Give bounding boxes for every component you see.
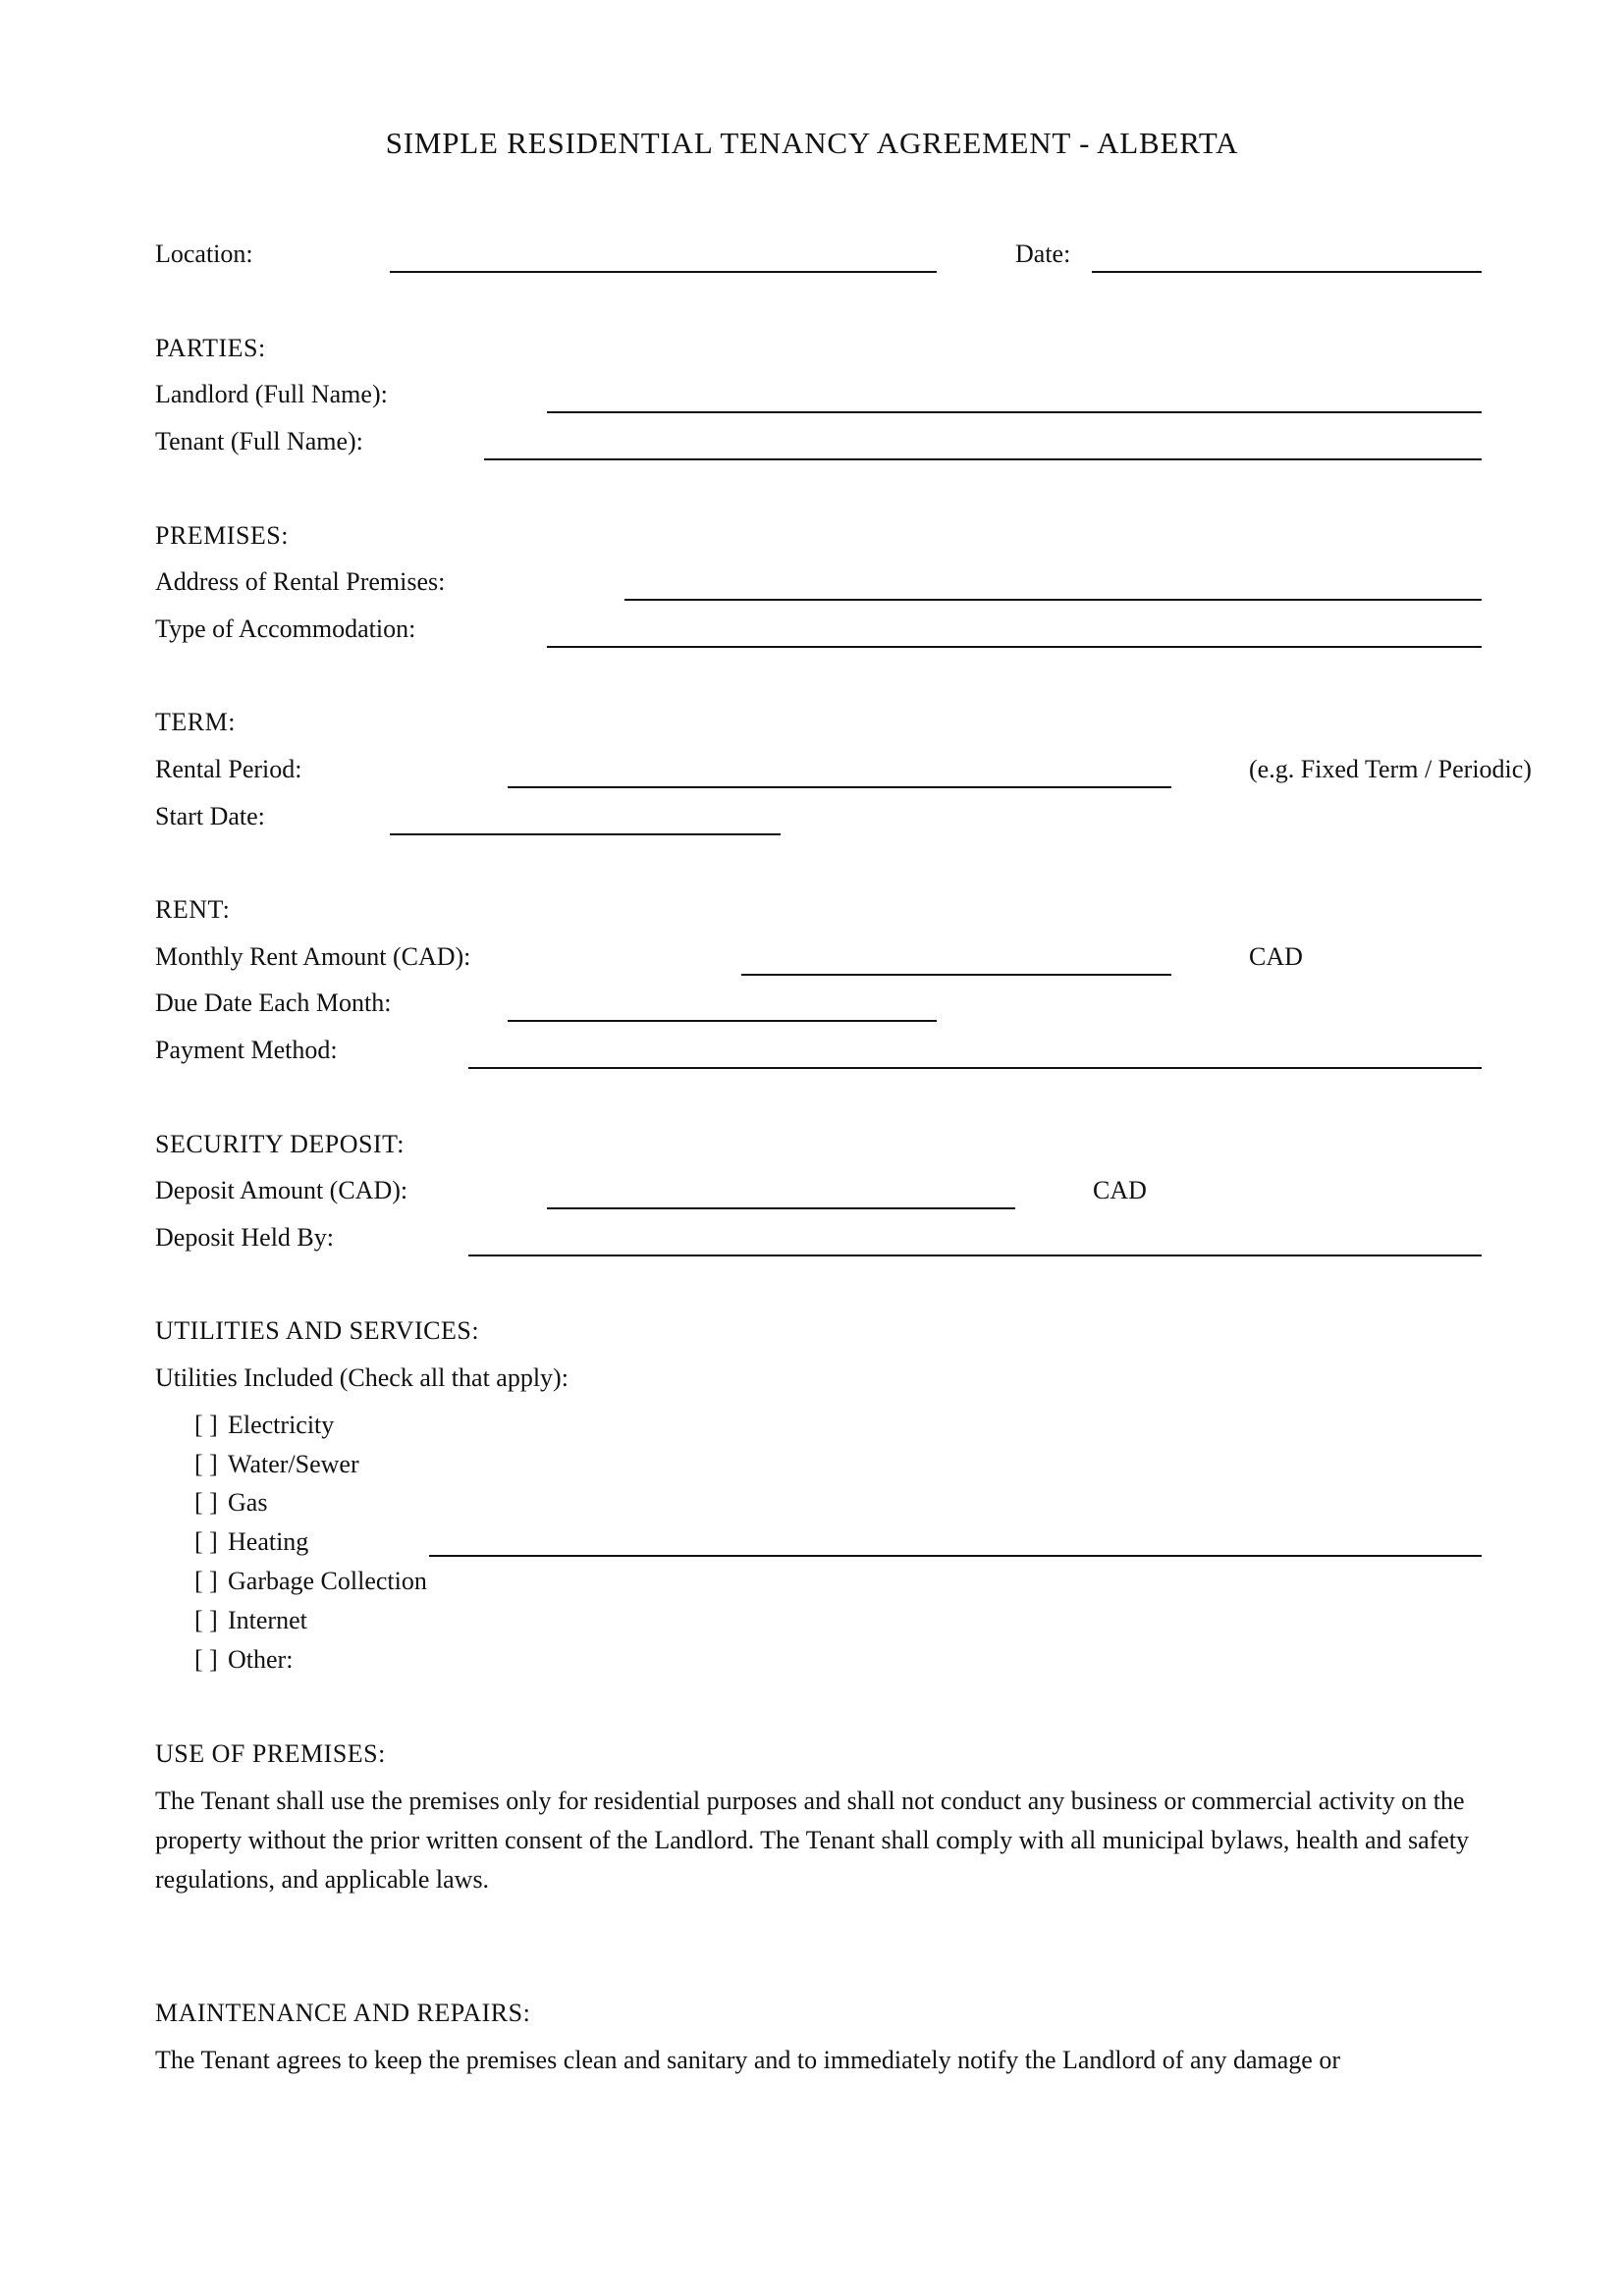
tenant-name-field[interactable] [484,458,1482,460]
use-of-premises-heading: USE OF PREMISES: [155,1739,386,1768]
start-date-field[interactable] [390,833,781,835]
checkbox-mark[interactable]: [ ] [194,1488,218,1517]
utility-checkbox-other[interactable] [194,1645,293,1675]
monthly-rent-field[interactable] [741,974,1171,976]
accommodation-type-field[interactable] [547,646,1482,648]
checkbox-mark[interactable]: [ ] [194,1606,218,1634]
checkbox-mark[interactable]: [ ] [194,1527,218,1556]
due-date-field[interactable] [508,1020,937,1022]
deposit-currency: CAD [1093,1176,1147,1204]
due-date-label: Due Date Each Month: [155,988,392,1017]
utility-checkbox-water-sewer[interactable] [194,1450,359,1479]
utility-label: Heating [228,1527,309,1556]
utilities-heading: UTILITIES AND SERVICES: [155,1316,480,1345]
utility-label: Electricity [228,1411,335,1439]
use-of-premises-body: The Tenant shall use the premises only for residential purposes and shall not conduct any business or commercial activity on the property without the prior written consent of the Landlord. The Tenant shall comply with all municipal bylaws, health and safety regulations, and applicable laws. [155,1787,1470,1894]
monthly-rent-label: Monthly Rent Amount (CAD): [155,942,471,971]
rental-period-field[interactable] [508,786,1171,788]
checkbox-mark[interactable]: [ ] [194,1411,218,1439]
document-title: SIMPLE RESIDENTIAL TENANCY AGREEMENT - ALBERTA [385,126,1239,160]
utility-label: Water/Sewer [228,1450,359,1478]
landlord-label: Landlord (Full Name): [155,380,388,408]
deposit-amount-label: Deposit Amount (CAD): [155,1176,408,1204]
utility-checkbox-garbage[interactable] [194,1567,427,1596]
term-heading: TERM: [155,708,236,736]
utility-label: Internet [228,1606,307,1634]
deposit-held-by-label: Deposit Held By: [155,1223,334,1252]
checkbox-mark[interactable]: [ ] [194,1645,218,1674]
address-field[interactable] [624,599,1482,601]
checkbox-mark[interactable]: [ ] [194,1450,218,1478]
payment-method-field[interactable] [468,1067,1482,1069]
utility-checkbox-electricity[interactable] [194,1411,334,1440]
date-label: Date: [1015,240,1071,268]
location-label: Location: [155,240,253,268]
parties-heading: PARTIES: [155,334,266,362]
utility-checkbox-heating[interactable] [194,1527,308,1557]
utility-label: Other: [228,1645,294,1674]
other-utility-field[interactable] [429,1555,1482,1557]
deposit-amount-field[interactable] [547,1207,1015,1209]
checkbox-mark[interactable]: [ ] [194,1567,218,1595]
utilities-instruction: Utilities Included (Check all that apply): [155,1363,568,1392]
address-label: Address of Rental Premises: [155,567,446,596]
rent-heading: RENT: [155,895,231,924]
deposit-heading: SECURITY DEPOSIT: [155,1130,405,1158]
rental-period-hint: (e.g. Fixed Term / Periodic) [1249,755,1532,783]
utility-checkbox-gas[interactable] [194,1488,267,1518]
accommodation-type-label: Type of Accommodation: [155,614,416,643]
utility-label: Garbage Collection [228,1567,427,1595]
deposit-held-by-field[interactable] [468,1255,1482,1256]
date-field[interactable] [1092,271,1482,273]
location-field[interactable] [390,271,937,273]
premises-heading: PREMISES: [155,521,289,550]
rent-currency: CAD [1249,942,1303,971]
tenant-label: Tenant (Full Name): [155,427,363,455]
start-date-label: Start Date: [155,802,265,830]
utility-label: Gas [228,1488,268,1517]
landlord-name-field[interactable] [547,411,1482,413]
maintenance-body: The Tenant agrees to keep the premises clean and sanitary and to immediately notify the Landlord of any damage or [155,2046,1340,2074]
utility-checkbox-internet[interactable] [194,1606,307,1635]
rental-period-label: Rental Period: [155,755,302,783]
maintenance-heading: MAINTENANCE AND REPAIRS: [155,1999,531,2027]
payment-method-label: Payment Method: [155,1036,338,1064]
